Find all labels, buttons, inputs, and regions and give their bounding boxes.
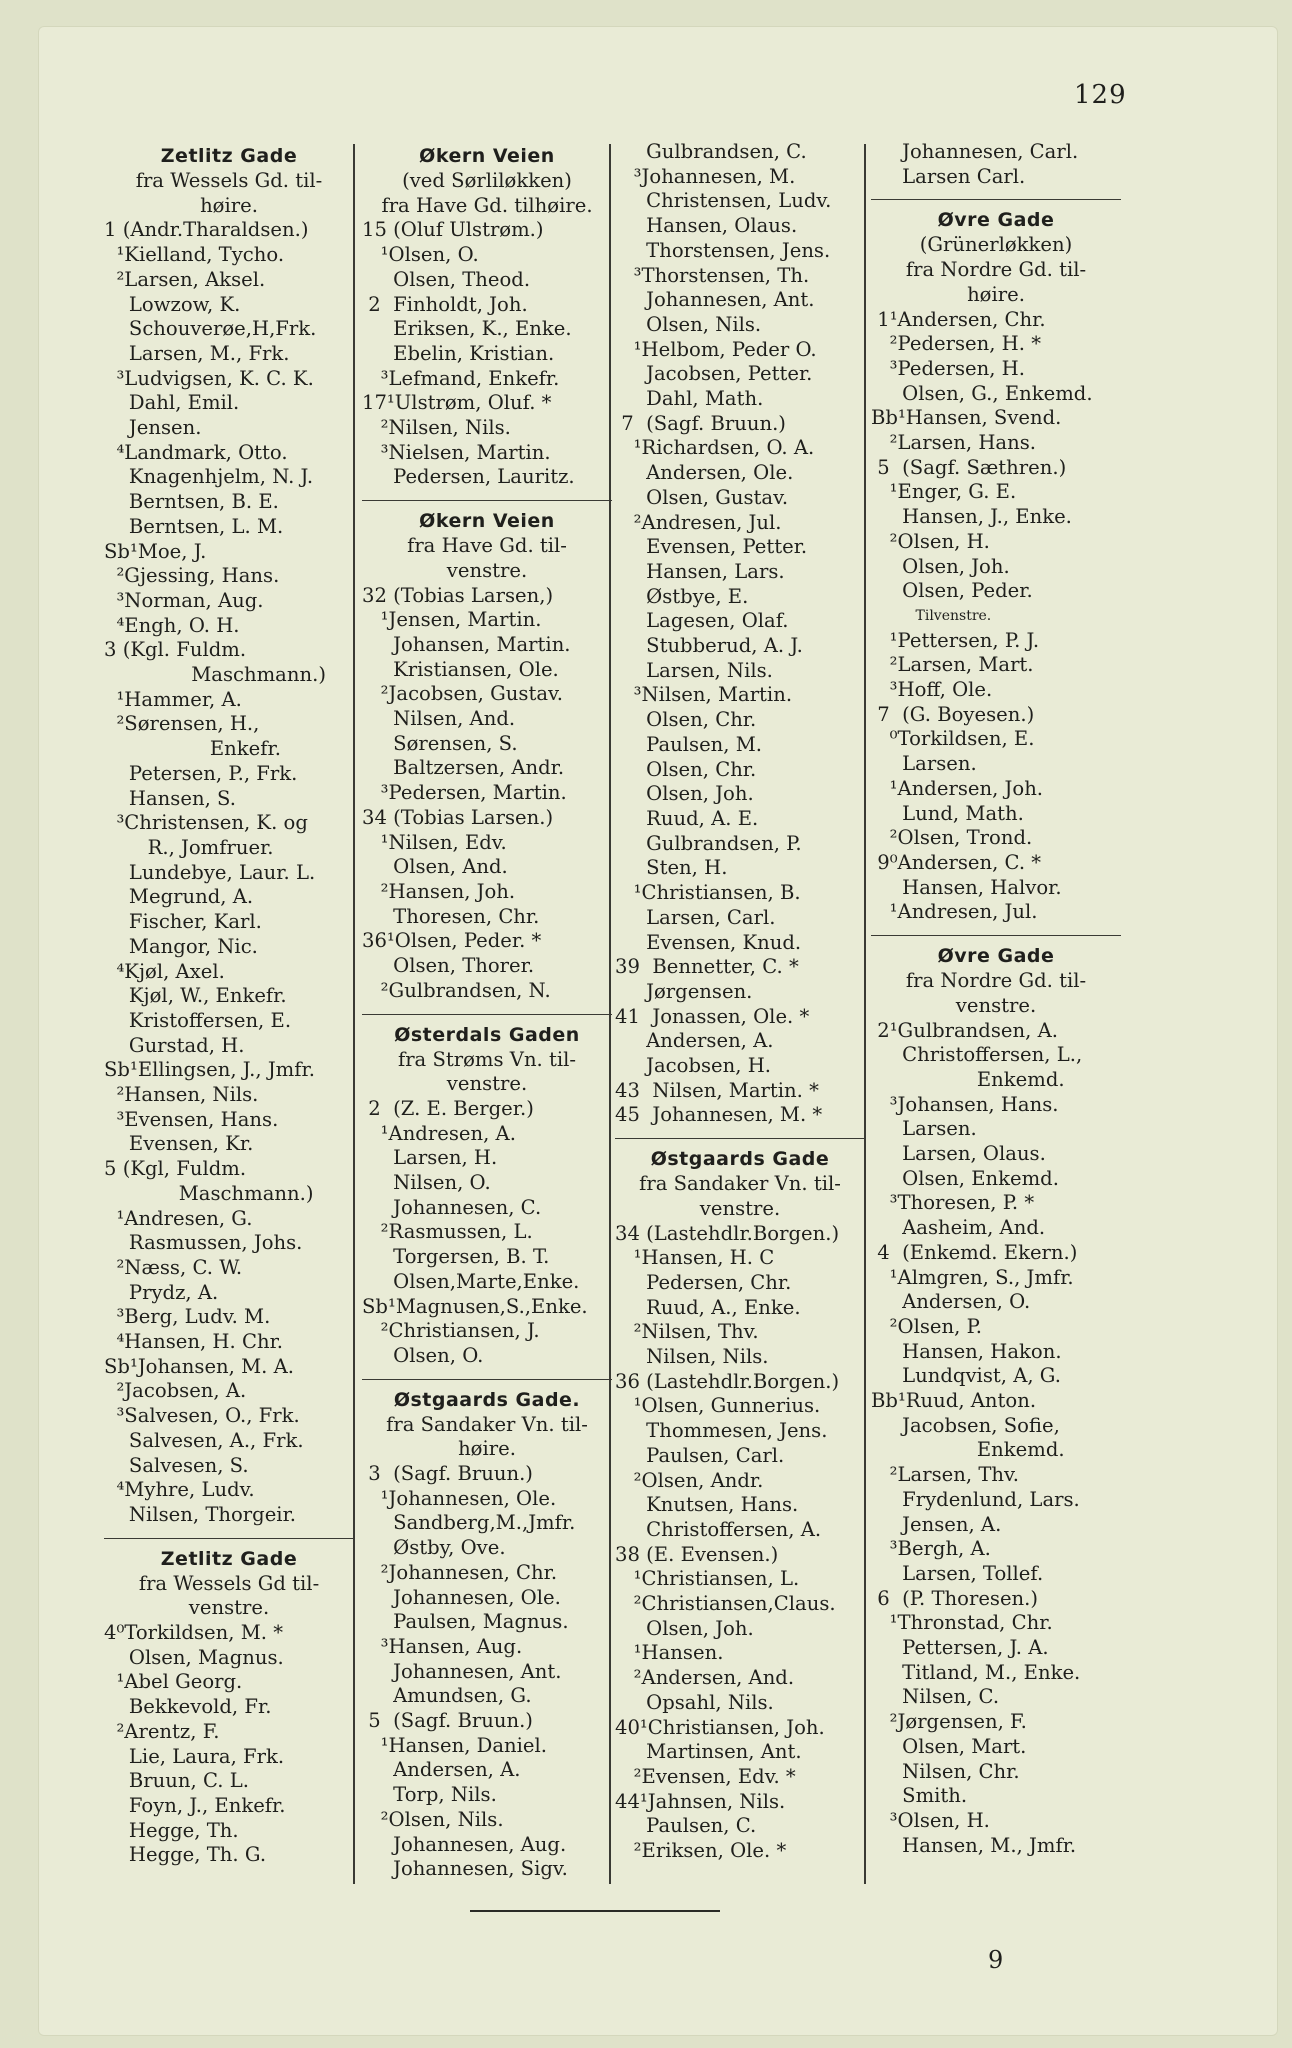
resident-entry: Pedersen, Lauritz. xyxy=(362,465,575,489)
street-section xyxy=(362,1388,612,1882)
street-direction: fra Nordre Gd. til- xyxy=(905,969,1087,993)
resident-entry: ²Christiansen,Claus. xyxy=(615,1592,836,1616)
resident-entry: R., Jomfruer. xyxy=(104,835,274,859)
resident-entry: ⁴Myhre, Ludv. xyxy=(104,1478,255,1502)
resident-entry: Smith. xyxy=(871,1784,968,1808)
resident-entry: Fischer, Karl. xyxy=(104,910,262,934)
resident-entry: 7 (Sagf. Bruun.) xyxy=(615,411,786,435)
section-separator xyxy=(362,500,612,501)
resident-entry: Kristiansen, Ole. xyxy=(362,657,559,681)
street-section xyxy=(362,1023,612,1369)
resident-entry: ³Ludvigsen, K. C. K. xyxy=(104,366,314,390)
resident-entry: 9⁰Andersen, C. * xyxy=(871,850,1042,874)
resident-entry: ¹Andresen, A. xyxy=(362,1121,516,1145)
resident-entry: Sb¹Moe, J. xyxy=(104,539,207,563)
resident-entry: Olsen, Peder. xyxy=(871,579,1033,603)
resident-entry: ²Christiansen, J. xyxy=(362,1319,540,1343)
resident-entry: 36 (Lastehdlr.Borgen.) xyxy=(615,1369,840,1393)
resident-entry: 5 (Sagf. Sæthren.) xyxy=(871,455,1067,479)
resident-entry: ³Johannesen, M. xyxy=(615,164,796,188)
resident-entry: ⁰Torkildsen, E. xyxy=(871,727,1035,751)
resident-entry: Jørgensen. xyxy=(615,979,753,1003)
street-direction: venstre. xyxy=(446,558,528,582)
resident-entry: Johannesen, Ant. xyxy=(615,288,815,312)
resident-entry: Sandberg,M.,Jmfr. xyxy=(362,1511,576,1535)
resident-entry: Olsen, G., Enkemd. xyxy=(871,381,1093,405)
resident-entry: Nilsen, And. xyxy=(362,707,516,731)
resident-entry: 43 Nilsen, Martin. * xyxy=(615,1078,819,1102)
signature-number: 9 xyxy=(988,1946,1004,1974)
resident-entry: Sb¹Magnusen,S.,Enke. xyxy=(362,1294,588,1318)
resident-entry: Evensen, Kr. xyxy=(104,1132,254,1156)
resident-entry: Andersen, O. xyxy=(871,1290,1031,1314)
resident-entry: ³Pedersen, Martin. xyxy=(362,781,567,805)
resident-entry: Schouverøe,H,Frk. xyxy=(104,317,317,341)
resident-entry: Hansen, M., Jmfr. xyxy=(871,1833,1077,1857)
resident-entry: 34 (Tobias Larsen.) xyxy=(362,805,554,829)
resident-entry: Bb¹Ruud, Anton. xyxy=(871,1389,1037,1413)
resident-entry: Frydenlund, Lars. xyxy=(871,1487,1080,1511)
resident-entry: ¹Jensen, Martin. xyxy=(362,608,542,632)
street-direction: høire. xyxy=(458,1437,516,1461)
resident-entry: 3 (Kgl. Fuldm. xyxy=(104,638,247,662)
resident-entry: Olsen, O. xyxy=(362,1343,484,1367)
resident-entry: Prydz, A. xyxy=(104,1280,219,1304)
resident-entry: ²Pedersen, H. * xyxy=(871,332,1042,356)
resident-entry: Bekkevold, Fr. xyxy=(104,1695,272,1719)
resident-entry: ⁴Hansen, H. Chr. xyxy=(104,1330,284,1354)
resident-entry: 6 (P. Thoresen.) xyxy=(871,1586,1039,1610)
resident-entry: ⁴Engh, O. H. xyxy=(104,613,240,637)
resident-entry: Sten, H. xyxy=(615,856,728,880)
resident-entry: Rasmussen, Johs. xyxy=(104,1231,303,1255)
resident-entry: ¹Richardsen, O. A. xyxy=(615,436,815,460)
resident-entry: Salvesen, S. xyxy=(104,1453,249,1477)
resident-entry: Larsen. xyxy=(871,1117,977,1141)
resident-entry: ¹Pettersen, P. J. xyxy=(871,628,1040,652)
resident-entry: Sb¹Johansen, M. A. xyxy=(104,1354,295,1378)
resident-entry: ¹Enger, G. E. xyxy=(871,480,1017,504)
resident-entry: Nilsen, O. xyxy=(362,1171,491,1195)
resident-entry: Enkefr. xyxy=(104,737,281,761)
resident-entry: ²Andersen, And. xyxy=(615,1666,795,1690)
resident-entry: Larsen, Olaus. xyxy=(871,1142,1046,1166)
resident-entry: Christoffersen, L., xyxy=(871,1043,1083,1067)
street-direction: fra Sandaker Vn. til- xyxy=(639,1172,841,1196)
resident-entry: Olsen, Nils. xyxy=(615,312,762,336)
resident-entry: Opsahl, Nils. xyxy=(615,1690,774,1714)
resident-entry: Olsen, Joh. xyxy=(615,782,754,806)
resident-entry: Jacobsen, Sofie, xyxy=(871,1413,1060,1437)
street-direction: fra Nordre Gd. til- xyxy=(905,258,1087,282)
resident-entry: Gulbrandsen, P. xyxy=(615,831,802,855)
street-heading: Økern Veien xyxy=(419,510,555,533)
resident-entry: Hegge, Th. G. xyxy=(104,1843,267,1867)
resident-entry: ²Larsen, Aksel. xyxy=(104,267,266,291)
street-section xyxy=(362,144,612,490)
resident-entry: 1¹Andersen, Chr. xyxy=(871,307,1046,331)
resident-entry: 38 (E. Evensen.) xyxy=(615,1542,779,1566)
resident-entry: Østby, Ove. xyxy=(362,1536,506,1560)
resident-entry: 5 (Kgl, Fuldm. xyxy=(104,1157,247,1181)
resident-entry: ³Hansen, Aug. xyxy=(362,1634,523,1658)
street-section xyxy=(871,208,1121,925)
resident-entry: Kjøl, W., Enkefr. xyxy=(104,984,287,1008)
resident-entry: ²Larsen, Thv. xyxy=(871,1463,1019,1487)
resident-entry: Pedersen, Chr. xyxy=(615,1270,792,1294)
resident-entry: Sb¹Ellingsen, J., Jmfr. xyxy=(104,1058,315,1082)
street-heading: Øvre Gade xyxy=(937,209,1055,232)
resident-entry: ³Bergh, A. xyxy=(871,1537,991,1561)
resident-entry: Olsen, Magnus. xyxy=(104,1645,284,1669)
resident-entry: 36¹Olsen, Peder. * xyxy=(362,929,542,953)
resident-entry: ²Hansen, Nils. xyxy=(104,1083,259,1107)
section-separator xyxy=(104,1538,354,1539)
resident-entry: Larsen, M., Frk. xyxy=(104,341,290,365)
street-section xyxy=(615,1147,865,1864)
resident-entry: ³Lefmand, Enkefr. xyxy=(362,366,560,390)
resident-entry: Bruun, C. L. xyxy=(104,1769,249,1793)
resident-entry: 2 (Z. E. Berger.) xyxy=(362,1096,534,1120)
resident-entry: ²Olsen, P. xyxy=(871,1314,983,1338)
resident-entry: ³Nilsen, Martin. xyxy=(615,683,793,707)
resident-entry: Sørensen, S. xyxy=(362,731,518,755)
resident-entry: ¹Andersen, Joh. xyxy=(871,776,1044,800)
resident-entry: 45 Johannesen, M. * xyxy=(615,1103,823,1127)
resident-entry: Amundsen, G. xyxy=(362,1684,532,1708)
resident-entry: 4⁰Torkildsen, M. * xyxy=(104,1621,284,1645)
resident-entry: Foyn, J., Enkefr. xyxy=(104,1794,286,1817)
section-separator xyxy=(871,199,1121,200)
resident-entry: ¹Johannesen, Ole. xyxy=(362,1486,557,1510)
resident-entry: 3 (Sagf. Bruun.) xyxy=(362,1462,533,1486)
resident-entry: ²Eriksen, Ole. * xyxy=(615,1839,787,1863)
resident-entry: Lowzow, K. xyxy=(104,292,241,316)
resident-entry: ²Olsen, Trond. xyxy=(871,826,1033,850)
resident-entry: Martinsen, Ant. xyxy=(615,1740,802,1764)
section-separator xyxy=(615,1138,865,1139)
resident-entry: ²Nilsen, Thv. xyxy=(615,1320,759,1344)
resident-entry: Lundebye, Laur. L. xyxy=(104,860,316,884)
resident-entry: Larsen. xyxy=(871,752,977,776)
resident-entry: 2 Finholdt, Joh. xyxy=(362,292,528,316)
resident-entry: Johannesen, Sigv. xyxy=(362,1857,568,1881)
resident-entry: ³Hoff, Ole. xyxy=(871,678,993,702)
street-section xyxy=(615,140,865,1128)
resident-entry: Baltzersen, Andr. xyxy=(362,756,565,780)
resident-entry: Maschmann.) xyxy=(104,663,326,687)
street-section xyxy=(104,144,354,1528)
resident-entry: Andersen, A. xyxy=(362,1758,521,1782)
resident-entry: Johansen, Martin. xyxy=(362,632,571,656)
resident-entry: Olsen, Gustav. xyxy=(615,485,789,509)
resident-entry: Nilsen, Thorgeir. xyxy=(104,1502,297,1526)
resident-entry: Petersen, P., Frk. xyxy=(104,761,298,785)
resident-entry: 5 (Sagf. Bruun.) xyxy=(362,1709,533,1733)
resident-entry: Paulsen, M. xyxy=(615,732,763,756)
street-heading: Zetlitz Gade xyxy=(160,145,298,167)
resident-entry: Johannesen, Ant. xyxy=(362,1659,562,1683)
street-direction: fra Wessels Gd til- xyxy=(138,1571,320,1595)
street-direction: venstre. xyxy=(446,1072,528,1096)
street-heading: Øvre Gade xyxy=(937,945,1055,968)
resident-entry: Larsen, Tollef. xyxy=(871,1561,1044,1585)
street-heading: Østgaards Gade. xyxy=(393,1388,581,1411)
resident-entry: Lundqvist, A, G. xyxy=(871,1364,1061,1388)
resident-entry: ²Evensen, Edv. * xyxy=(615,1765,796,1788)
resident-entry: Andersen, A. xyxy=(615,1029,774,1053)
resident-entry: ²Larsen, Hans. xyxy=(871,431,1036,455)
resident-entry: ¹Christiansen, L. xyxy=(615,1567,800,1591)
resident-entry: 40¹Christiansen, Joh. xyxy=(615,1715,825,1739)
resident-entry: ¹Abel Georg. xyxy=(104,1670,243,1694)
street-direction: fra Strøms Vn. til- xyxy=(397,1047,577,1071)
resident-entry: Hansen, Olaus. xyxy=(615,214,798,238)
footer-rule xyxy=(470,1910,720,1912)
resident-entry: Lund, Math. xyxy=(871,801,1024,825)
street-section xyxy=(871,944,1121,1858)
resident-entry: Johannesen, C. xyxy=(362,1195,542,1219)
resident-entry: Jensen. xyxy=(104,416,202,440)
resident-entry: ¹Christiansen, B. xyxy=(615,881,801,905)
resident-entry: Torp, Nils. xyxy=(362,1783,497,1807)
resident-entry: Thommesen, Jens. xyxy=(615,1419,828,1443)
resident-entry: Paulsen, Carl. xyxy=(615,1443,785,1467)
resident-entry: Ruud, A., Enke. xyxy=(615,1295,801,1319)
resident-entry: ³Thorstensen, Th. xyxy=(615,263,810,287)
resident-entry: ³Salvesen, O., Frk. xyxy=(104,1404,300,1428)
resident-entry: ⁴Kjøl, Axel. xyxy=(104,959,225,983)
street-heading: Zetlitz Gade xyxy=(160,1547,298,1570)
resident-entry: Kristoffersen, E. xyxy=(104,1008,292,1032)
street-direction: (ved Sørliløkken) xyxy=(402,169,572,192)
resident-entry: ¹Thronstad, Chr. xyxy=(871,1611,1053,1635)
street-direction: fra Sandaker Vn. til- xyxy=(386,1412,588,1436)
resident-entry: Tilvenstre. xyxy=(871,607,992,624)
resident-entry: Olsen, Chr. xyxy=(615,757,757,781)
resident-entry: Paulsen, Magnus. xyxy=(362,1610,569,1634)
resident-entry: 17¹Ulstrøm, Oluf. * xyxy=(362,391,552,415)
resident-entry: Maschmann.) xyxy=(104,1181,314,1205)
street-direction: venstre. xyxy=(188,1596,270,1620)
resident-entry: Olsen, And. xyxy=(362,855,508,879)
resident-entry: Enkemd. xyxy=(871,1438,1065,1462)
resident-entry: Gurstad, H. xyxy=(104,1033,245,1057)
resident-entry: ²Arentz, F. xyxy=(104,1719,220,1743)
resident-entry: ¹Olsen, Gunnerius. xyxy=(615,1394,821,1418)
resident-entry: Knutsen, Hans. xyxy=(615,1493,799,1517)
resident-entry: Berntsen, B. E. xyxy=(104,490,279,514)
resident-entry: Torgersen, B. T. xyxy=(362,1245,550,1269)
resident-entry: 39 Bennetter, C. * xyxy=(615,955,799,979)
resident-entry: ²Rasmussen, L. xyxy=(362,1220,533,1244)
resident-entry: Hansen, S. xyxy=(104,786,236,810)
resident-entry: ²Sørensen, H., xyxy=(104,712,260,736)
resident-entry: ²Hansen, Joh. xyxy=(362,879,516,903)
resident-entry: Hansen, J., Enke. xyxy=(871,505,1072,529)
resident-entry: Nilsen, C. xyxy=(871,1685,1000,1709)
resident-entry: ²Andresen, Jul. xyxy=(615,510,782,534)
resident-entry: ¹Nilsen, Edv. xyxy=(362,830,507,854)
resident-entry: ³Thoresen, P. * xyxy=(871,1191,1035,1215)
resident-entry: Nilsen, Chr. xyxy=(871,1759,1020,1783)
resident-entry: 34 (Lastehdlr.Borgen.) xyxy=(615,1221,840,1245)
resident-entry: ²Gulbrandsen, N. xyxy=(362,978,551,1002)
resident-entry: 1 (Andr.Tharaldsen.) xyxy=(104,218,309,242)
resident-entry: ²Jacobsen, A. xyxy=(104,1379,247,1403)
resident-entry: Pettersen, J. A. xyxy=(871,1636,1049,1660)
resident-entry: Jacobsen, H. xyxy=(615,1054,772,1078)
resident-entry: Evensen, Knud. xyxy=(615,930,802,954)
resident-entry: 32 (Tobias Larsen,) xyxy=(362,583,554,607)
resident-entry: ¹Olsen, O. xyxy=(362,243,479,267)
resident-entry: Johannesen, Aug. xyxy=(362,1832,567,1856)
resident-entry: Larsen Carl. xyxy=(871,164,1026,188)
street-section xyxy=(871,140,1121,189)
street-direction: fra Wessels Gd. til- xyxy=(135,169,323,192)
column-1 xyxy=(104,140,354,1868)
street-heading: Østgaards Gade xyxy=(650,1148,830,1171)
resident-entry: ²Olsen, Nils. xyxy=(362,1807,504,1831)
column-4 xyxy=(871,140,1121,1858)
street-direction: høire. xyxy=(200,193,258,217)
resident-entry: Gulbrandsen, C. xyxy=(615,140,807,163)
resident-entry: ³Olsen, H. xyxy=(871,1809,990,1832)
resident-entry: ¹Hammer, A. xyxy=(104,687,242,711)
resident-entry: ³Berg, Ludv. M. xyxy=(104,1305,271,1329)
resident-entry: ²Larsen, Mart. xyxy=(871,653,1034,677)
resident-entry: ²Jacobsen, Gustav. xyxy=(362,682,563,706)
section-separator xyxy=(362,1014,612,1015)
resident-entry: Evensen, Petter. xyxy=(615,535,808,559)
resident-entry: Christoffersen, A. xyxy=(615,1517,822,1541)
resident-entry: Ebelin, Kristian. xyxy=(362,341,555,365)
resident-entry: Dahl, Emil. xyxy=(104,391,240,415)
resident-entry: Olsen, Thorer. xyxy=(362,954,535,978)
street-direction: fra Have Gd. til- xyxy=(407,534,567,558)
resident-entry: ¹Helbom, Peder O. xyxy=(615,337,817,361)
street-section xyxy=(362,509,612,1003)
resident-entry: Bb¹Hansen, Svend. xyxy=(871,406,1062,430)
resident-entry: Thorstensen, Jens. xyxy=(615,238,831,262)
resident-entry: 7 (G. Boyesen.) xyxy=(871,702,1035,726)
resident-entry: ¹Almgren, S., Jmfr. xyxy=(871,1265,1074,1289)
resident-entry: Larsen, Nils. xyxy=(615,658,773,682)
resident-entry: Enkemd. xyxy=(871,1067,1065,1091)
street-heading: Økern Veien xyxy=(419,145,555,167)
resident-entry: Andersen, Ole. xyxy=(615,461,794,485)
resident-entry: ³Nielsen, Martin. xyxy=(362,440,551,464)
resident-entry: Eriksen, K., Enke. xyxy=(362,317,572,341)
street-heading: Østerdals Gaden xyxy=(394,1023,580,1046)
resident-entry: ²Olsen, Andr. xyxy=(615,1468,764,1492)
resident-entry: Olsen,Marte,Enke. xyxy=(362,1269,580,1293)
resident-entry: ³Johansen, Hans. xyxy=(871,1092,1059,1116)
resident-entry: 44¹Jahnsen, Nils. xyxy=(615,1789,786,1813)
street-direction: venstre. xyxy=(955,993,1037,1017)
resident-entry: Jacobsen, Petter. xyxy=(615,362,813,386)
resident-entry: Olsen, Theod. xyxy=(362,267,531,291)
resident-entry: ²Johannesen, Chr. xyxy=(362,1560,558,1584)
resident-entry: Olsen, Joh. xyxy=(615,1616,754,1640)
page-number: 129 xyxy=(1074,80,1127,110)
resident-entry: 41 Jonassen, Ole. * xyxy=(615,1004,810,1028)
resident-entry: ⁴Landmark, Otto. xyxy=(104,440,288,464)
resident-entry: Hansen, Halvor. xyxy=(871,875,1062,899)
resident-entry: Hansen, Lars. xyxy=(615,559,785,583)
resident-entry: ¹Hansen, Daniel. xyxy=(362,1733,548,1757)
resident-entry: Larsen, Carl. xyxy=(615,905,776,929)
resident-entry: ²Gjessing, Hans. xyxy=(104,564,280,588)
street-direction: fra Have Gd. tilhøire. xyxy=(381,193,593,217)
resident-entry: Megrund, A. xyxy=(104,885,254,909)
resident-entry: ²Jørgensen, F. xyxy=(871,1710,1027,1734)
section-separator xyxy=(362,1379,612,1380)
column-2 xyxy=(362,140,612,1882)
resident-entry: Østbye, E. xyxy=(615,584,749,608)
resident-entry: ²Olsen, H. xyxy=(871,529,990,553)
resident-entry: ³Pedersen, H. xyxy=(871,356,1025,380)
column-3 xyxy=(615,140,865,1864)
resident-entry: Salvesen, A., Frk. xyxy=(104,1428,304,1452)
resident-entry: Knagenhjelm, N. J. xyxy=(104,465,314,489)
resident-entry: Hegge, Th. xyxy=(104,1818,239,1842)
resident-entry: 2¹Gulbrandsen, A. xyxy=(871,1018,1058,1042)
resident-entry: Titland, M., Enke. xyxy=(871,1660,1081,1684)
resident-entry: Olsen, Enkemd. xyxy=(871,1166,1059,1190)
resident-entry: ²Nilsen, Nils. xyxy=(362,416,511,440)
resident-entry: Paulsen, C. xyxy=(615,1814,757,1838)
resident-entry: ²Næss, C. W. xyxy=(104,1255,243,1279)
resident-entry: ³Norman, Aug. xyxy=(104,588,264,612)
street-direction: (Grünerløkken) xyxy=(919,233,1073,257)
resident-entry: Johannesen, Carl. xyxy=(871,140,1079,163)
resident-entry: Olsen, Chr. xyxy=(615,708,757,732)
resident-entry: Larsen, H. xyxy=(362,1146,498,1170)
resident-entry: ¹Andresen, Jul. xyxy=(871,900,1038,924)
resident-entry: Berntsen, L. M. xyxy=(104,514,284,538)
resident-entry: ¹Hansen, H. C xyxy=(615,1246,775,1270)
street-direction: høire. xyxy=(967,282,1025,306)
resident-entry: 4 (Enkemd. Ekern.) xyxy=(871,1240,1078,1264)
resident-entry: ³Evensen, Hans. xyxy=(104,1107,279,1131)
street-section xyxy=(104,1547,354,1868)
resident-entry: Thoresen, Chr. xyxy=(362,904,540,928)
section-separator xyxy=(871,935,1121,936)
resident-entry: Lie, Laura, Frk. xyxy=(104,1744,285,1768)
resident-entry: Ruud, A. E. xyxy=(615,806,759,830)
resident-entry: 15 (Oluf Ulstrøm.) xyxy=(362,218,544,242)
resident-entry: Aasheim, And. xyxy=(871,1216,1046,1240)
resident-entry: Nilsen, Nils. xyxy=(615,1345,769,1369)
resident-entry: Lagesen, Olaf. xyxy=(615,609,789,633)
resident-entry: ¹Hansen. xyxy=(615,1641,724,1665)
resident-entry: Olsen, Joh. xyxy=(871,554,1010,578)
resident-entry: Christensen, Ludv. xyxy=(615,189,832,213)
resident-entry: Olsen, Mart. xyxy=(871,1734,1027,1758)
resident-entry: Johannesen, Ole. xyxy=(362,1585,561,1609)
street-direction: venstre. xyxy=(699,1196,781,1220)
resident-entry: ¹Kielland, Tycho. xyxy=(104,243,285,267)
resident-entry: ³Christensen, K. og xyxy=(104,811,308,835)
resident-entry: Jensen, A. xyxy=(871,1512,1002,1536)
resident-entry: ¹Andresen, G. xyxy=(104,1206,253,1230)
resident-entry: Hansen, Hakon. xyxy=(871,1339,1062,1363)
resident-entry: Mangor, Nic. xyxy=(104,934,258,958)
resident-entry: Dahl, Math. xyxy=(615,387,764,411)
resident-entry: Stubberud, A. J. xyxy=(615,634,803,658)
